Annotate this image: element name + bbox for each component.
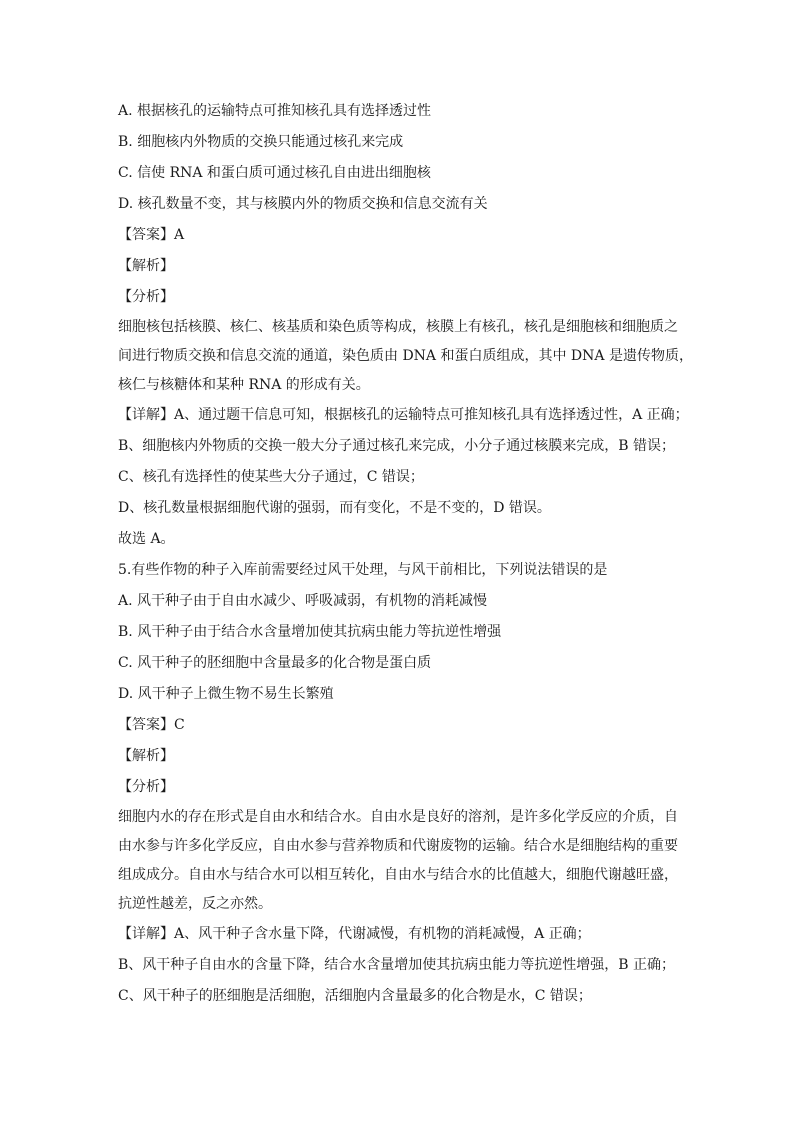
q4-detail-d: D、核孔数量根据细胞代谢的强弱，而有变化，不是不变的，D 错误。 (118, 500, 551, 516)
q5-option-a: A. 风干种子由于自由水减少、呼吸减弱，有机物的消耗减慢 (118, 593, 488, 609)
q4-detail-c: C、核孔有选择性的使某些大分子通过，C 错误； (118, 469, 424, 485)
q5-analysis-line: 由水参与许多化学反应，自由水参与营养物质和代谢废物的运输。结合水是细胞结构的重要 (118, 838, 678, 854)
q5-stem: 5.有些作物的种子入库前需要经过风干处理，与风干前相比，下列说法错误的是 (118, 562, 608, 578)
q5-fenxi-heading: 【分析】 (118, 779, 174, 795)
q4-detail-a: 【详解】A、通过题干信息可知，根据核孔的运输特点可推知核孔具有选择透过性，A 正确； (118, 407, 689, 423)
page-content (118, 96, 693, 1012)
q5-analysis-line: 组成成分。自由水与结合水可以相互转化，自由水与结合水的比值越大，细胞代谢越旺盛， (118, 867, 678, 883)
q5-answer: 【答案】C (118, 717, 185, 733)
q5-option-b: B. 风干种子由于结合水含量增加使其抗病虫能力等抗逆性增强 (118, 624, 502, 640)
q5-detail-c: C、风干种子的胚细胞是活细胞，活细胞内含量最多的化合物是水，C 错误； (118, 988, 592, 1004)
q4-analysis (118, 313, 693, 400)
q5-detail-b: B、风干种子自由水的含量下降，结合水含量增加使其抗病虫能力等抗逆性增强，B 正确； (118, 957, 676, 973)
q4-option-c: C. 信使 RNA 和蛋白质可通过核孔自由进出细胞核 (118, 165, 431, 181)
q4-option-b: B. 细胞核内外物质的交换只能通过核孔来完成 (118, 134, 404, 150)
q4-option-a: A. 根据核孔的运输特点可推知核孔具有选择透过性 (118, 103, 432, 119)
q5-analysis-line: 细胞内水的存在形式是自由水和结合水。自由水是良好的溶剂，是许多化学反应的介质，自 (118, 809, 678, 825)
q4-analysis-line: 间进行物质交换和信息交流的通道，染色质由 DNA 和蛋白质组成，其中 DNA 是遗传物质， (118, 348, 693, 364)
q4-detail-b: B、细胞核内外物质的交换一般大分子通过核孔来完成，小分子通过核膜来完成，B 错误； (118, 438, 676, 454)
q5-analysis (118, 803, 678, 919)
q5-jiexi-heading: 【解析】 (118, 748, 174, 764)
q4-answer: 【答案】A (118, 227, 185, 243)
q5-option-c: C. 风干种子的胚细胞中含量最多的化合物是蛋白质 (118, 655, 432, 671)
q4-analysis-line: 核仁与核糖体和某种 RNA 的形成有关。 (118, 377, 370, 393)
q4-analysis-line: 细胞核包括核膜、核仁、核基质和染色质等构成，核膜上有核孔，核孔是细胞核和细胞质之 (118, 319, 678, 335)
q5-option-d: D. 风干种子上微生物不易生长繁殖 (118, 686, 334, 702)
q4-conclusion: 故选 A。 (118, 531, 175, 547)
q4-option-d: D. 核孔数量不变，其与核膜内外的物质交换和信息交流有关 (118, 196, 488, 212)
q4-jiexi-heading: 【解析】 (118, 258, 174, 274)
q5-detail-a: 【详解】A、风干种子含水量下降，代谢减慢，有机物的消耗减慢，A 正确； (118, 926, 591, 942)
q5-analysis-line: 抗逆性越差，反之亦然。 (118, 896, 272, 912)
q4-fenxi-heading: 【分析】 (118, 289, 174, 305)
